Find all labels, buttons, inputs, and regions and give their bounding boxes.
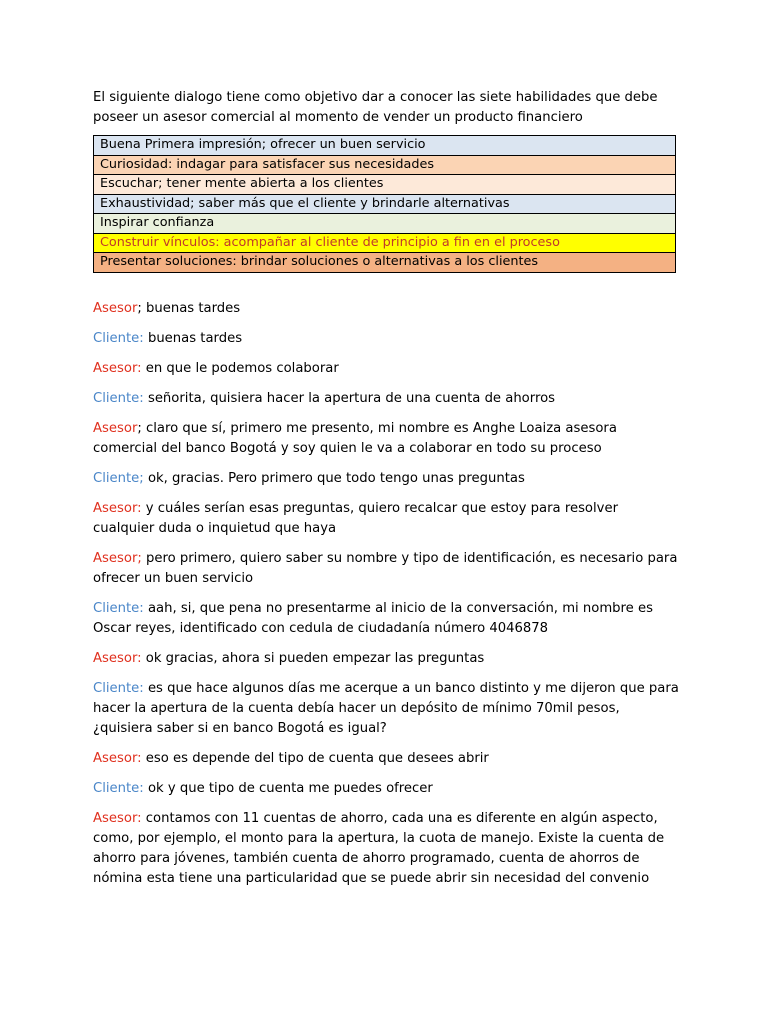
dialogue-line	[93, 749, 680, 769]
intro-paragraph: El siguiente dialogo tiene como objetivo dar a conocer las siete habilidades que debe poseer un asesor comercial al momento de vender un producto financiero	[93, 90, 658, 125]
skill-row	[94, 214, 676, 234]
dialogue-text: señorita, quisiera hacer la apertura de una cuenta de ahorros	[143, 390, 556, 406]
dialogue-line	[93, 549, 680, 589]
cliente-speaker: Cliente:	[93, 780, 144, 796]
asesor-speaker: Asesor:	[93, 650, 142, 666]
dialogue-line	[93, 389, 680, 409]
dialogue-text: es que hace algunos días me acerque a un banco distinto y me dijeron que para hacer la apertura de la cuenta debía hacer un depósito de mínimo 70mil pesos, ¿quisiera saber si en banco Bogotá es igual?	[93, 680, 679, 736]
dialogue-text: ok y que tipo de cuenta me puedes ofrecer	[143, 780, 433, 796]
asesor-speaker: Asesor:	[93, 750, 142, 766]
skill-cell: Presentar soluciones: brindar soluciones o alternativas a los clientes	[94, 253, 676, 273]
dialogue-text: y cuáles serían esas preguntas, quiero recalcar que estoy para resolver cualquier duda o inquietud que haya	[93, 500, 619, 536]
skill-row	[94, 253, 676, 273]
dialogue-line	[93, 779, 680, 799]
dialogue-line	[93, 419, 680, 459]
dialogue-text: pero primero, quiero saber su nombre y tipo de identificación, es necesario para ofrecer un buen servicio	[93, 550, 678, 586]
dialogue-text: ok gracias, ahora si pueden empezar las preguntas	[141, 650, 485, 666]
dialogue-line	[93, 809, 680, 889]
dialogue-text: buenas tardes	[143, 330, 243, 346]
dialogue-line	[93, 679, 680, 739]
dialogue-line	[93, 599, 680, 639]
dialogue-line	[93, 499, 680, 539]
asesor-speaker: Asesor	[93, 300, 138, 316]
asesor-speaker: Asesor:	[93, 500, 142, 516]
cliente-speaker: Cliente:	[93, 680, 144, 696]
skills-table	[93, 135, 676, 273]
dialogue-text: buenas tardes	[141, 300, 241, 316]
asesor-speaker: Asesor:	[93, 360, 142, 376]
dialogue-line	[93, 359, 680, 379]
speaker-separator: ;	[137, 300, 142, 316]
skill-row	[94, 233, 676, 253]
skill-cell: Buena Primera impresión; ofrecer un buen servicio	[94, 136, 676, 156]
dialogue-line	[93, 329, 680, 349]
dialogue-text: ok, gracias. Pero primero que todo tengo unas preguntas	[143, 470, 525, 486]
cliente-speaker: Cliente;	[93, 470, 144, 486]
skill-row	[94, 155, 676, 175]
speaker-separator: ;	[137, 420, 142, 436]
cliente-speaker: Cliente:	[93, 330, 144, 346]
dialogue-text: en que le podemos colaborar	[141, 360, 339, 376]
dialogue-line	[93, 469, 680, 489]
dialogue-line	[93, 299, 680, 319]
skill-row	[94, 136, 676, 156]
cliente-speaker: Cliente:	[93, 600, 144, 616]
asesor-speaker: Asesor:	[93, 810, 142, 826]
dialogue-text: claro que sí, primero me presento, mi nombre es Anghe Loaiza asesora comercial del banco Bogotá y soy quien le va a colaborar en todo su proceso	[93, 420, 617, 456]
cliente-speaker: Cliente:	[93, 390, 144, 406]
dialogue-text: eso es depende del tipo de cuenta que desees abrir	[141, 750, 489, 766]
dialogue-line	[93, 649, 680, 669]
asesor-speaker: Asesor;	[93, 550, 142, 566]
skill-row	[94, 194, 676, 214]
dialogue	[93, 299, 680, 889]
skill-row	[94, 175, 676, 195]
skill-cell: Curiosidad: indagar para satisfacer sus necesidades	[94, 155, 676, 175]
asesor-speaker: Asesor	[93, 420, 138, 436]
skill-cell: Construir vínculos: acompañar al cliente de principio a fin en el proceso	[94, 233, 676, 253]
dialogue-text: aah, si, que pena no presentarme al inicio de la conversación, mi nombre es Oscar reyes, identificado con cedula de ciudadanía número 4046878	[93, 600, 653, 636]
skill-cell: Exhaustividad; saber más que el cliente y brindarle alternativas	[94, 194, 676, 214]
dialogue-text: contamos con 11 cuentas de ahorro, cada una es diferente en algún aspecto, como, por ejemplo, el monto para la apertura, la cuota de manejo. Existe la cuenta de ahorro para jóvenes, también cuenta de ahorro programado, cuenta de ahorros de nómina esta tiene una particularidad que se puede abrir sin necesidad del convenio	[93, 810, 665, 886]
skill-cell: Inspirar confianza	[94, 214, 676, 234]
skill-cell: Escuchar; tener mente abierta a los clientes	[94, 175, 676, 195]
